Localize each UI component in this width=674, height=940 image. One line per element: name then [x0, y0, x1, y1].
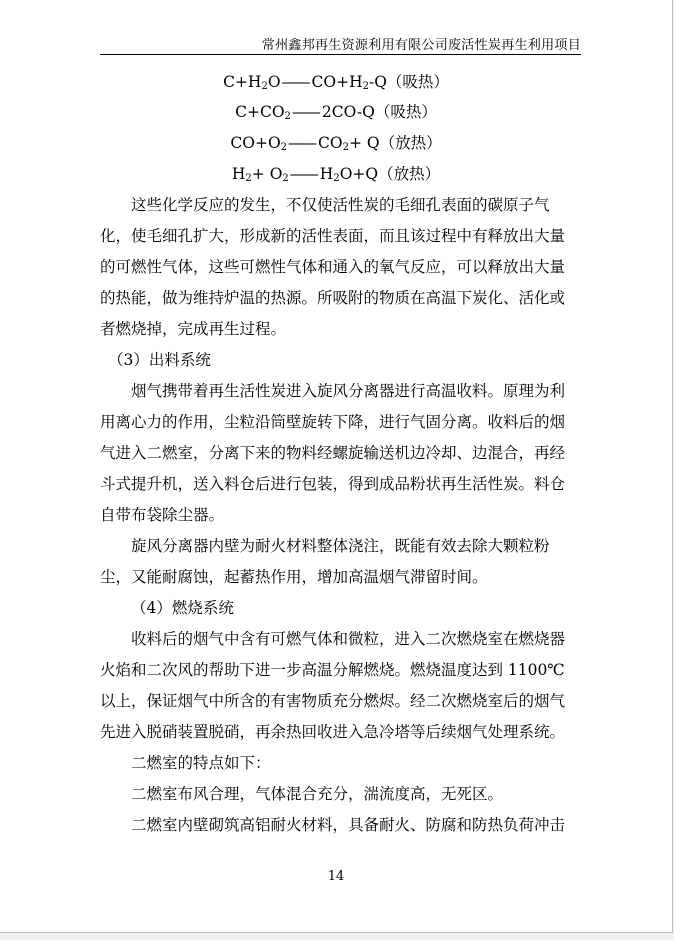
paragraph-line: 者燃烧掉，完成再生过程。	[100, 320, 287, 338]
page-number: 14	[327, 869, 345, 884]
header-rule	[100, 54, 581, 55]
section-heading-combustion: （4）燃烧系统	[131, 599, 234, 617]
paragraph-line: 先进入脱硝装置脱硝，再余热回收进入急冷塔等后续烟气处理系统。	[100, 723, 566, 741]
paragraph-line: 尘，又能耐腐蚀，起蓄热作用，增加高温烟气滞留时间。	[100, 568, 488, 586]
reaction-arrow: ——	[281, 73, 309, 91]
paragraph-line: 二燃室内壁砌筑高铝耐火材料，具备耐火、防腐和防热负荷冲击	[131, 816, 566, 834]
paragraph-line: 用离心力的作用，尘粒沿筒壁旋转下降，进行气固分离。收料后的烟	[100, 413, 566, 431]
equation-1: $C+H_2O——$ $CO+H_2-Q$（吸热）	[223, 73, 449, 92]
reaction-arrow: ——	[291, 103, 319, 121]
paragraph-line: 以上，保证烟气中所含的有害物质充分燃烬。经二次燃烧室后的烟气	[100, 692, 566, 710]
paragraph-line: 自带布袋除尘器。	[100, 506, 225, 524]
paragraph-line: 二燃室布风合理，气体混合充分，湍流度高，无死区。	[131, 785, 504, 803]
equation-2: $C+CO_2——$ 2CO-Q（吸热）	[235, 103, 437, 122]
equation-3: $CO+O_2——$ $CO_2+ Q$（放热）	[230, 134, 442, 153]
running-header: 常州鑫邦再生资源利用有限公司废活性炭再生利用项目	[261, 38, 581, 53]
paragraph-line: 收料后的烟气中含有可燃气体和微粒，进入二次燃烧室在燃烧器	[131, 630, 566, 648]
paragraph-line: 气进入二燃室，分离下来的物料经螺旋输送机边冷却、边混合，再经	[100, 444, 566, 462]
paragraph-line: 二燃室的特点如下：	[131, 754, 271, 772]
paragraph-line: 这些化学反应的发生，不仅使活性炭的毛细孔表面的碳原子气	[131, 196, 550, 214]
reaction-arrow: ——	[288, 134, 316, 152]
paragraph-line: 的可燃性气体，这些可燃性气体和通入的氧气反应，可以释放出大量	[100, 258, 566, 276]
equation-4: $H_2+$ $O_2——$ $H_2O+Q$（放热）	[231, 165, 441, 184]
paragraph-line: 的热能，做为维持炉温的热源。所吸附的物质在高温下炭化、活化或	[100, 289, 566, 307]
paragraph-line: 旋风分离器内壁为耐火材料整体浇注，既能有效去除大颗粒粉	[131, 537, 550, 555]
section-heading-discharge: （3）出料系统	[108, 351, 211, 369]
paragraph-line: 烟气携带着再生活性炭进入旋风分离器进行高温收料。原理为利	[131, 382, 566, 400]
paragraph-line: 化，使毛细孔扩大，形成新的活性表面，而且该过程中有释放出大量	[100, 227, 566, 245]
paragraph-line: 火焰和二次风的帮助下进一步高温分解燃烧。燃烧温度达到 1100℃	[100, 661, 565, 679]
reaction-arrow: ——	[289, 165, 317, 183]
paragraph-line: 斗式提升机，送入料仓后进行包装，得到成品粉状再生活性炭。料仓	[100, 475, 566, 493]
